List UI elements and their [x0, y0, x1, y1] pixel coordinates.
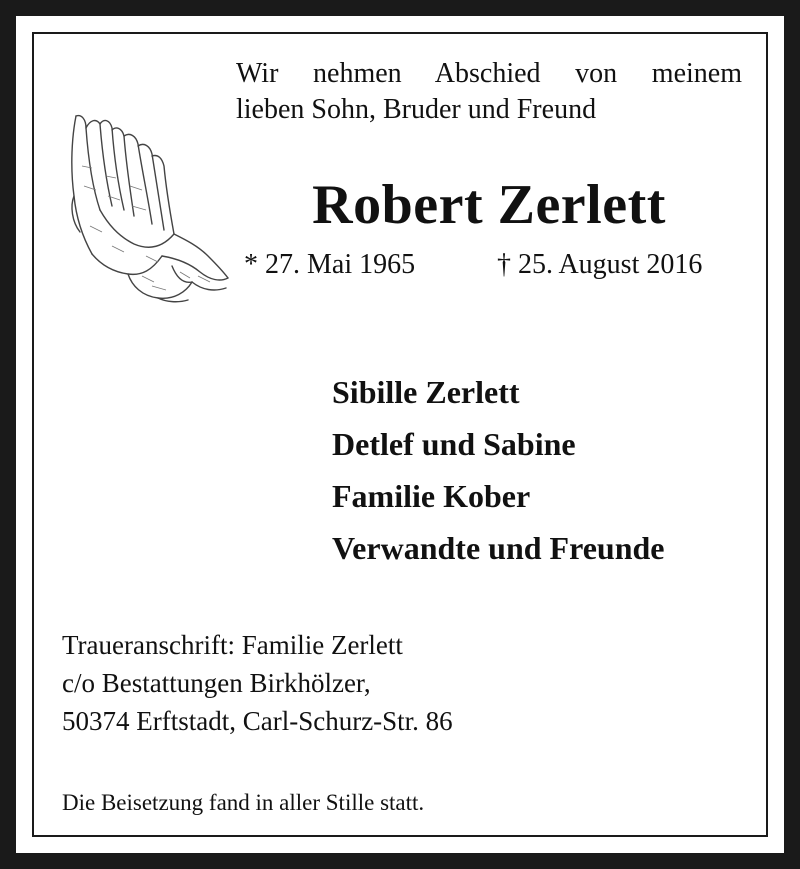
mourner-name: Sibille Zerlett: [332, 374, 520, 410]
mourning-address: [62, 626, 453, 740]
mourners-list: [332, 366, 665, 574]
mourner-name: Verwandte und Freunde: [332, 530, 665, 566]
intro-line-1: Wir nehmen Abschied von meinem: [236, 58, 742, 89]
address-line-3: 50374 Erftstadt, Carl-Schurz-Str. 86: [62, 706, 453, 736]
death-date: † 25. August 2016: [497, 249, 703, 280]
deceased-name: Robert Zerlett: [312, 174, 666, 236]
mourner-name: Familie Kober: [332, 478, 531, 514]
address-line-2: c/o Bestattungen Birkhölzer,: [62, 668, 371, 698]
burial-note: Die Beisetzung fand in aller Stille statt.: [62, 790, 425, 815]
mourner-name: Detlef und Sabine: [332, 426, 576, 462]
birth-date: * 27. Mai 1965: [244, 249, 416, 280]
intro-line-2: lieben Sohn, Bruder und Freund: [236, 94, 597, 125]
farewell-intro: [236, 56, 742, 128]
praying-hands-icon: [62, 106, 230, 304]
address-line-1: Traueranschrift: Familie Zerlett: [62, 630, 403, 660]
